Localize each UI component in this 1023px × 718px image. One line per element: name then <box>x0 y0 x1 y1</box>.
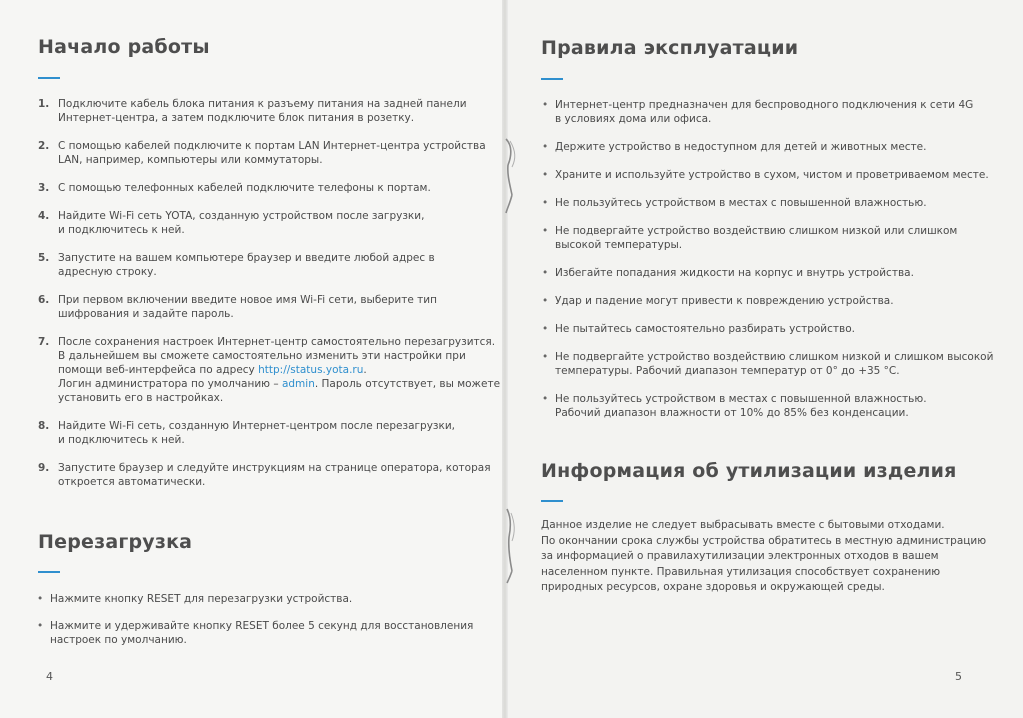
step-line: откроется автоматически. <box>58 476 206 488</box>
rule-line: температуры. Рабочий диапазон температур от 0° до +35 °C. <box>555 365 900 377</box>
bullet-icon: • <box>37 620 44 632</box>
rule-line: в условиях дома или офиса. <box>555 113 712 125</box>
step-8 <box>38 419 500 447</box>
start-steps <box>38 97 501 489</box>
step-9 <box>38 461 500 489</box>
step-line: Подключите кабель блока питания к разъему питания на задней панели <box>58 98 467 110</box>
step-line: В дальнейшем вы сможете самостоятельно изменить эти настройки при <box>58 350 466 362</box>
rule-item <box>542 294 993 308</box>
page-number-left: 4 <box>46 670 53 683</box>
bullet-icon: • <box>542 295 549 307</box>
disposal-line: за информацией о правилахутилизации электронных отходов в вашем <box>541 550 939 562</box>
disposal-line: населенном пункте. Правильная утилизация способствует сохранению <box>541 565 941 578</box>
reboot-line: Нажмите кнопку RESET для перезагрузки устройства. <box>50 593 353 605</box>
disposal-title: Информация об утилизации изделия <box>541 460 957 482</box>
step-number: 2. <box>38 140 50 152</box>
page-number-right: 5 <box>955 670 962 683</box>
bullet-icon: • <box>542 267 549 279</box>
step-number: 7. <box>38 336 50 348</box>
rule-line: Не пытайтесь самостоятельно разбирать устройство. <box>555 323 855 335</box>
step-7 <box>38 335 501 405</box>
rule-line: Не подвергайте устройство воздействию слишком низкой или слишком <box>555 225 958 237</box>
bullet-icon: • <box>542 393 549 405</box>
rule-item <box>542 392 993 420</box>
rule-item <box>542 224 993 252</box>
bullet-icon: • <box>542 141 549 153</box>
rule-line: Рабочий диапазон влажности от 10% до 85% без конденсации. <box>555 407 909 419</box>
rule-item <box>542 98 993 126</box>
reboot-line: Нажмите и удерживайте кнопку RESET более 5 секунд для восстановления <box>50 620 474 632</box>
staple-top <box>498 135 524 215</box>
rule-line: Не пользуйтесь устройством в местах с повышенной влажностью. <box>555 393 927 405</box>
step-5 <box>38 251 500 279</box>
disposal-line: природных ресурсов, охране здоровья и окружающей среды. <box>541 581 885 593</box>
step-line: Интернет-центра, а затем подключите блок питания в розетку. <box>58 112 415 124</box>
step-line: адресную строку. <box>58 266 157 278</box>
rule-line: Избегайте попадания жидкости на корпус и внутрь устройства. <box>555 267 914 279</box>
step-line: С помощью телефонных кабелей подключите телефоны к портам. <box>58 182 431 194</box>
reboot-title-rule <box>38 571 60 573</box>
step-line: Запустите на вашем компьютере браузер и введите любой адрес в <box>58 252 435 264</box>
reboot-line: настроек по умолчанию. <box>50 634 187 646</box>
bullet-icon: • <box>542 225 549 237</box>
rule-item <box>542 140 993 154</box>
step-line <box>58 363 500 377</box>
rule-item <box>542 168 993 182</box>
step-line: После сохранения настроек Интернет-центр самостоятельно перезагрузится. <box>58 336 496 348</box>
step-line: Запустите браузер и следуйте инструкциям на странице оператора, которая <box>58 462 491 474</box>
start-title-rule <box>38 77 60 79</box>
rules-title: Правила эксплуатации <box>541 37 799 59</box>
login-prefix: Логин администратора по умолчанию – <box>58 378 282 390</box>
step-number: 9. <box>38 462 50 474</box>
rule-item <box>542 350 994 378</box>
reboot-item <box>37 592 473 606</box>
disposal-line: По окончании срока службы устройства обратитесь в местную администрацию <box>541 534 987 547</box>
step-number: 8. <box>38 420 50 432</box>
bullet-icon: • <box>542 351 549 363</box>
rule-line: Не подвергайте устройство воздействию слишком низкой и слишком высокой <box>555 351 994 363</box>
step-line: Найдите Wi-Fi сеть, созданную Интернет-центром после перезагрузки, <box>58 420 455 432</box>
step-line <box>58 377 500 391</box>
step-2 <box>38 139 500 167</box>
step-number: 3. <box>38 182 50 194</box>
step-line: При первом включении введите новое имя Wi-Fi сети, выберите тип <box>58 294 437 306</box>
step-line: и подключитесь к ней. <box>58 434 185 446</box>
admin-login: admin <box>281 378 315 390</box>
booklet-spine <box>502 0 508 718</box>
url-prefix: помощи веб-интерфейса по адресу <box>58 364 259 376</box>
rule-line: Храните и используйте устройство в сухом, чистом и проветриваемом месте. <box>555 169 989 181</box>
step-1 <box>38 97 500 125</box>
bullet-icon: • <box>542 169 549 181</box>
step-number: 6. <box>38 294 50 306</box>
bullet-icon: • <box>542 99 549 111</box>
step-4 <box>38 209 500 237</box>
rules-title-rule <box>541 78 563 80</box>
disposal-line: Данное изделие не следует выбрасывать вместе с бытовыми отходами. <box>541 519 945 531</box>
bullet-icon: • <box>37 593 44 605</box>
step-line: Найдите Wi-Fi сеть YOTA, созданную устройством после загрузки, <box>58 210 425 222</box>
step-number: 1. <box>38 98 50 110</box>
step-line: LAN, например, компьютеры или коммутаторы. <box>58 154 323 166</box>
rule-line: Удар и падение могут привести к повреждению устройства. <box>555 295 894 307</box>
bullet-icon: • <box>542 197 549 209</box>
reboot-items <box>37 592 474 647</box>
rule-item <box>542 196 993 210</box>
disposal-paragraph <box>541 518 986 596</box>
login-suffix: . Пароль отсутствует, вы можете <box>314 378 501 390</box>
reboot-item <box>37 619 474 647</box>
rule-line: Не пользуйтесь устройством в местах с повышенной влажностью. <box>555 197 927 209</box>
step-line: установить его в настройках. <box>58 392 224 404</box>
step-line: С помощью кабелей подключите к портам LAN Интернет-центра устройства <box>58 140 486 152</box>
rule-line: Интернет-центр предназначен для беспроводного подключения к сети 4G <box>555 99 974 111</box>
rule-line: высокой температуры. <box>555 239 683 251</box>
rule-line: Держите устройство в недоступном для детей и животных месте. <box>555 141 927 153</box>
staple-bottom <box>498 505 524 585</box>
bullet-icon: • <box>542 323 549 335</box>
reboot-title: Перезагрузка <box>38 531 193 553</box>
step-number: 5. <box>38 252 50 264</box>
step-number: 4. <box>38 210 50 222</box>
step-3 <box>38 181 500 195</box>
start-title: Начало работы <box>38 36 210 58</box>
disposal-title-rule <box>541 500 563 502</box>
rules-items <box>542 98 994 420</box>
step-line: шифрования и задайте пароль. <box>58 308 234 320</box>
url-suffix: . <box>363 364 367 376</box>
step-6 <box>38 293 500 321</box>
rule-item <box>542 266 993 280</box>
rule-item <box>542 322 993 336</box>
status-url-link[interactable]: http://status.yota.ru <box>258 364 364 376</box>
step-line: и подключитесь к ней. <box>58 224 185 236</box>
